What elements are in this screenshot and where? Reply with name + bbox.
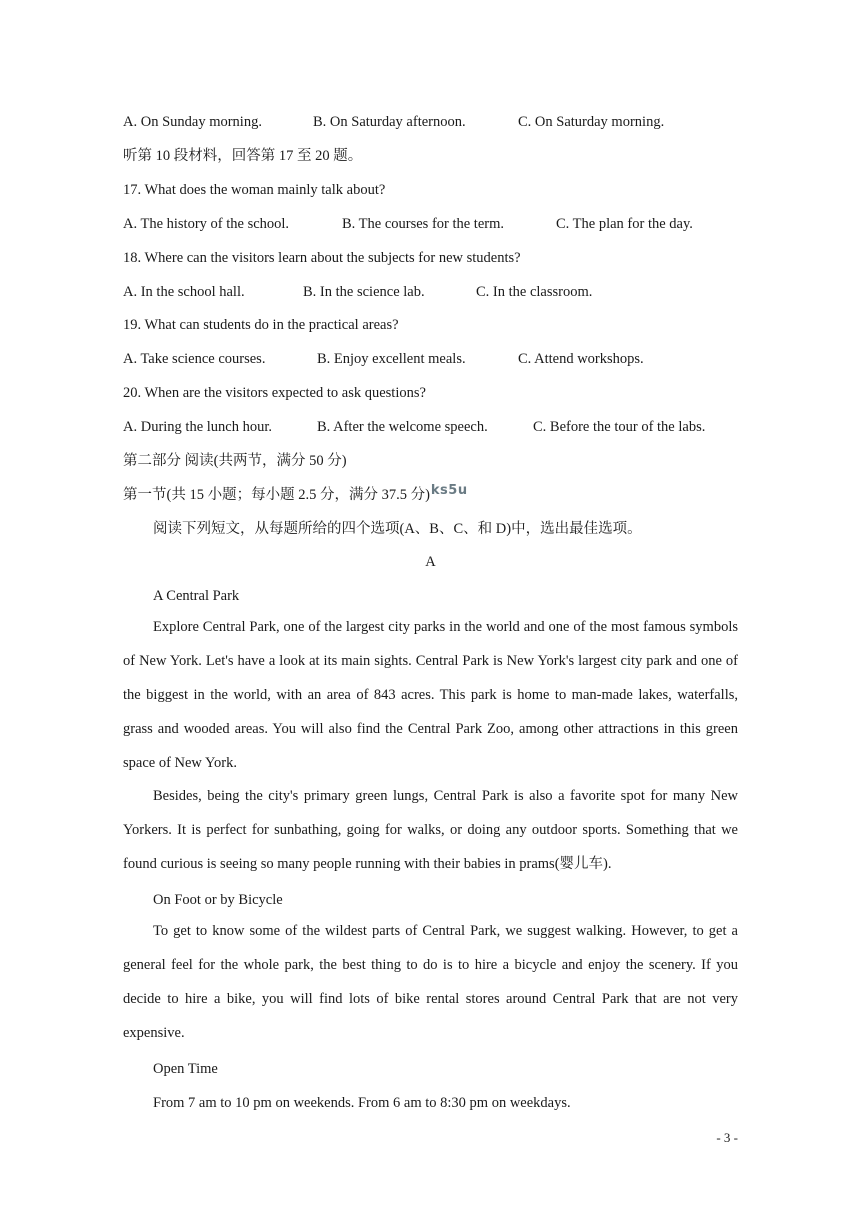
- q20-option-a: A. During the lunch hour.: [123, 419, 273, 435]
- open-time-text: From 7 am to 10 pm on weekends. From 6 am to 8:30 pm on weekdays.: [153, 1095, 571, 1111]
- q18-text: 18. Where can the visitors learn about the subjects for new students?: [123, 250, 521, 266]
- q18-option-b: B. In the science lab.: [303, 284, 425, 300]
- q19-text: 19. What can students do in the practical areas?: [123, 317, 399, 333]
- page-number: - 3 -: [716, 1130, 738, 1145]
- q17-option-a: A. The history of the school.: [123, 216, 290, 232]
- section1-title: 第一节(共 15 小题；每小题 2.5 分，满分 37.5 分): [123, 487, 430, 503]
- q20-text: 20. When are the visitors expected to ask questions?: [123, 385, 426, 401]
- q17-text: 17. What does the woman mainly talk about?: [123, 182, 386, 198]
- q16-option-c: C. On Saturday morning.: [518, 114, 665, 130]
- ks5u-logo: ks5u: [430, 483, 468, 498]
- q17-options: [123, 214, 738, 234]
- q18-option-a: A. In the school hall.: [123, 284, 245, 300]
- paragraph-1: Explore Central Park, one of the largest city parks in the world and one of the most famous symbols of New York. Let's have a look at its main sights. Central Park is New York's largest city park and one of the biggest in the world, with an area of 843 acres. This park is home to man-made lakes, waterfalls, grass and wooded areas. You will also find the Central Park Zoo, among other attractions in this green space of New York.: [123, 619, 738, 771]
- q19-option-c: C. Attend workshops.: [518, 351, 644, 367]
- q19-option-b: B. Enjoy excellent meals.: [317, 351, 466, 367]
- passage-title: A Central Park: [153, 588, 240, 604]
- q16-option-b: B. On Saturday afternoon.: [313, 114, 466, 130]
- reading-instruction: 阅读下列短文，从每题所给的四个选项(A、B、C、和 D)中，选出最佳选项。: [153, 521, 642, 537]
- q20-option-c: C. Before the tour of the labs.: [533, 419, 706, 435]
- passage-letter: A: [425, 554, 436, 570]
- paragraph-2: Besides, being the city's primary green lungs, Central Park is also a favorite spot for many New Yorkers. It is perfect for sunbathing, going for walks, or doing any outdoor sports. Something that we found curious is seeing so many people running with their babies in prams(婴儿车).: [123, 788, 738, 872]
- q16-options: [123, 112, 738, 132]
- q19-option-a: A. Take science courses.: [123, 351, 266, 367]
- q18-option-c: C. In the classroom.: [476, 284, 593, 300]
- heading-on-foot-or-by-bicycle: On Foot or by Bicycle: [153, 892, 283, 908]
- q18-options: [123, 282, 738, 302]
- q17-option-b: B. The courses for the term.: [342, 216, 505, 232]
- q20-option-b: B. After the welcome speech.: [317, 419, 488, 435]
- q17-option-c: C. The plan for the day.: [556, 216, 693, 232]
- q20-options: [123, 417, 738, 437]
- paragraph-3: To get to know some of the wildest parts of Central Park, we suggest walking. However, to get a general feel for the whole park, the best thing to do is to hire a bicycle and enjoy the scenery. If you decide to hire a bike, you will find lots of bike rental stores around Central Park that are not very expensive.: [123, 923, 738, 1041]
- heading-open-time: Open Time: [153, 1061, 218, 1077]
- instruction-section-10: 听第 10 段材料，回答第 17 至 20 题。: [123, 148, 363, 164]
- part2-title: 第二部分 阅读(共两节，满分 50 分): [123, 453, 347, 469]
- q19-options: [123, 349, 738, 369]
- section1-title-row: [123, 485, 738, 505]
- q16-option-a: A. On Sunday morning.: [123, 114, 262, 130]
